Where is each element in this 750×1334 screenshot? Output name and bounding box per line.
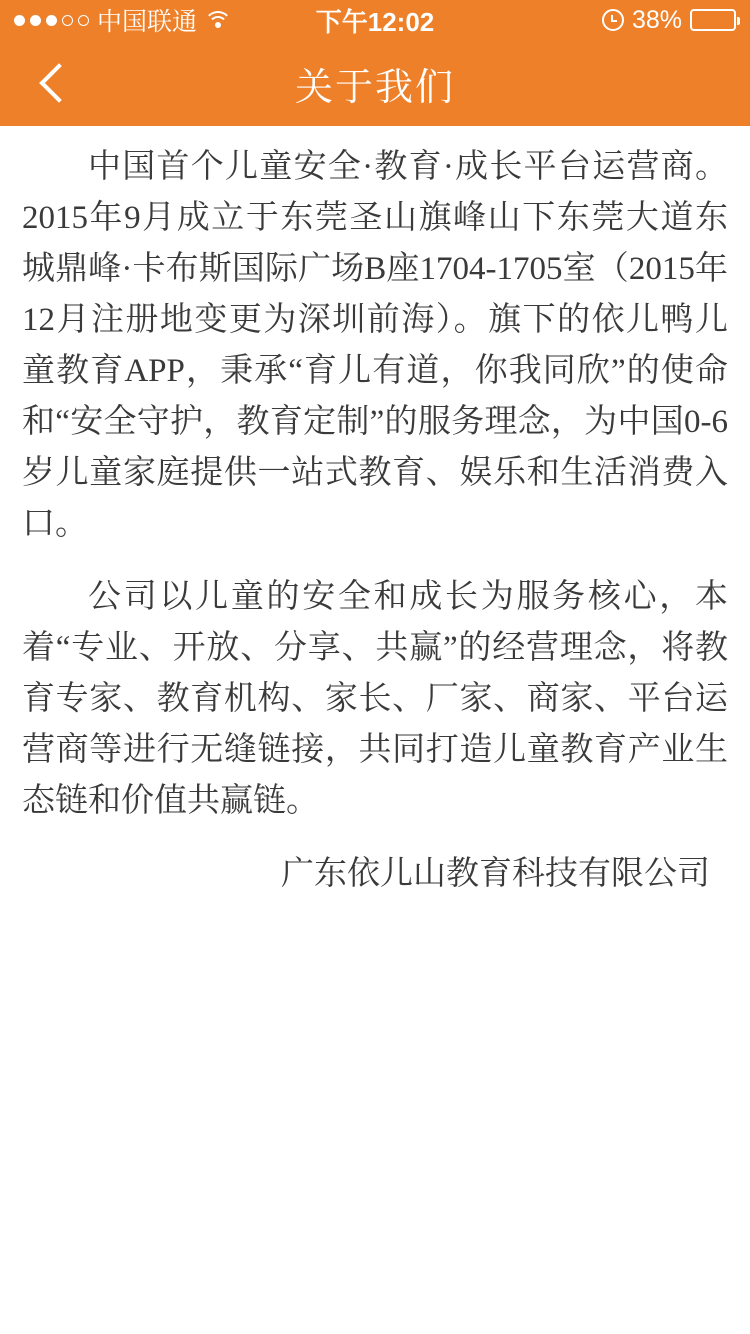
status-bar — [0, 0, 750, 40]
status-bar-clock: 下午12:02 — [315, 6, 435, 37]
company-signature: 广东依儿山教育科技有限公司 — [281, 856, 710, 892]
signal-strength-icon — [14, 15, 89, 26]
battery-icon — [690, 9, 736, 31]
navigation-bar — [0, 40, 750, 126]
about-paragraph-1: 中国首个儿童安全·教育·成长平台运营商。2015年9月成立于东莞圣山旗峰山下东莞大道东城鼎峰·卡布斯国际广场B座1704-1705室（2015年12月注册地变更为深圳前海）。旗下的依儿鸭儿童教育APP，秉承“育儿有道，你我同欣”的使命和“安全守护，教育定制”的服务理念，为中国0-6岁儿童家庭提供一站式教育、娱乐和生活消费入口。 — [22, 149, 728, 542]
page-title: 关于我们 — [294, 66, 455, 109]
about-us-content — [0, 126, 750, 900]
about-paragraph-2: 公司以儿童的安全和成长为服务核心，本着“专业、开放、分享、共赢”的经营理念，将教育专家、教育机构、家长、厂家、商家、平台运营商等进行无缝链接，共同打造儿童教育产业生态链和价值共赢链。 — [22, 579, 728, 819]
battery-percent-label: 38% — [631, 5, 682, 34]
status-bar-right — [602, 6, 736, 35]
status-bar-left — [14, 2, 231, 38]
carrier-label: 中国联通 — [97, 8, 198, 36]
alarm-clock-icon — [602, 9, 624, 31]
wifi-icon — [205, 10, 231, 30]
